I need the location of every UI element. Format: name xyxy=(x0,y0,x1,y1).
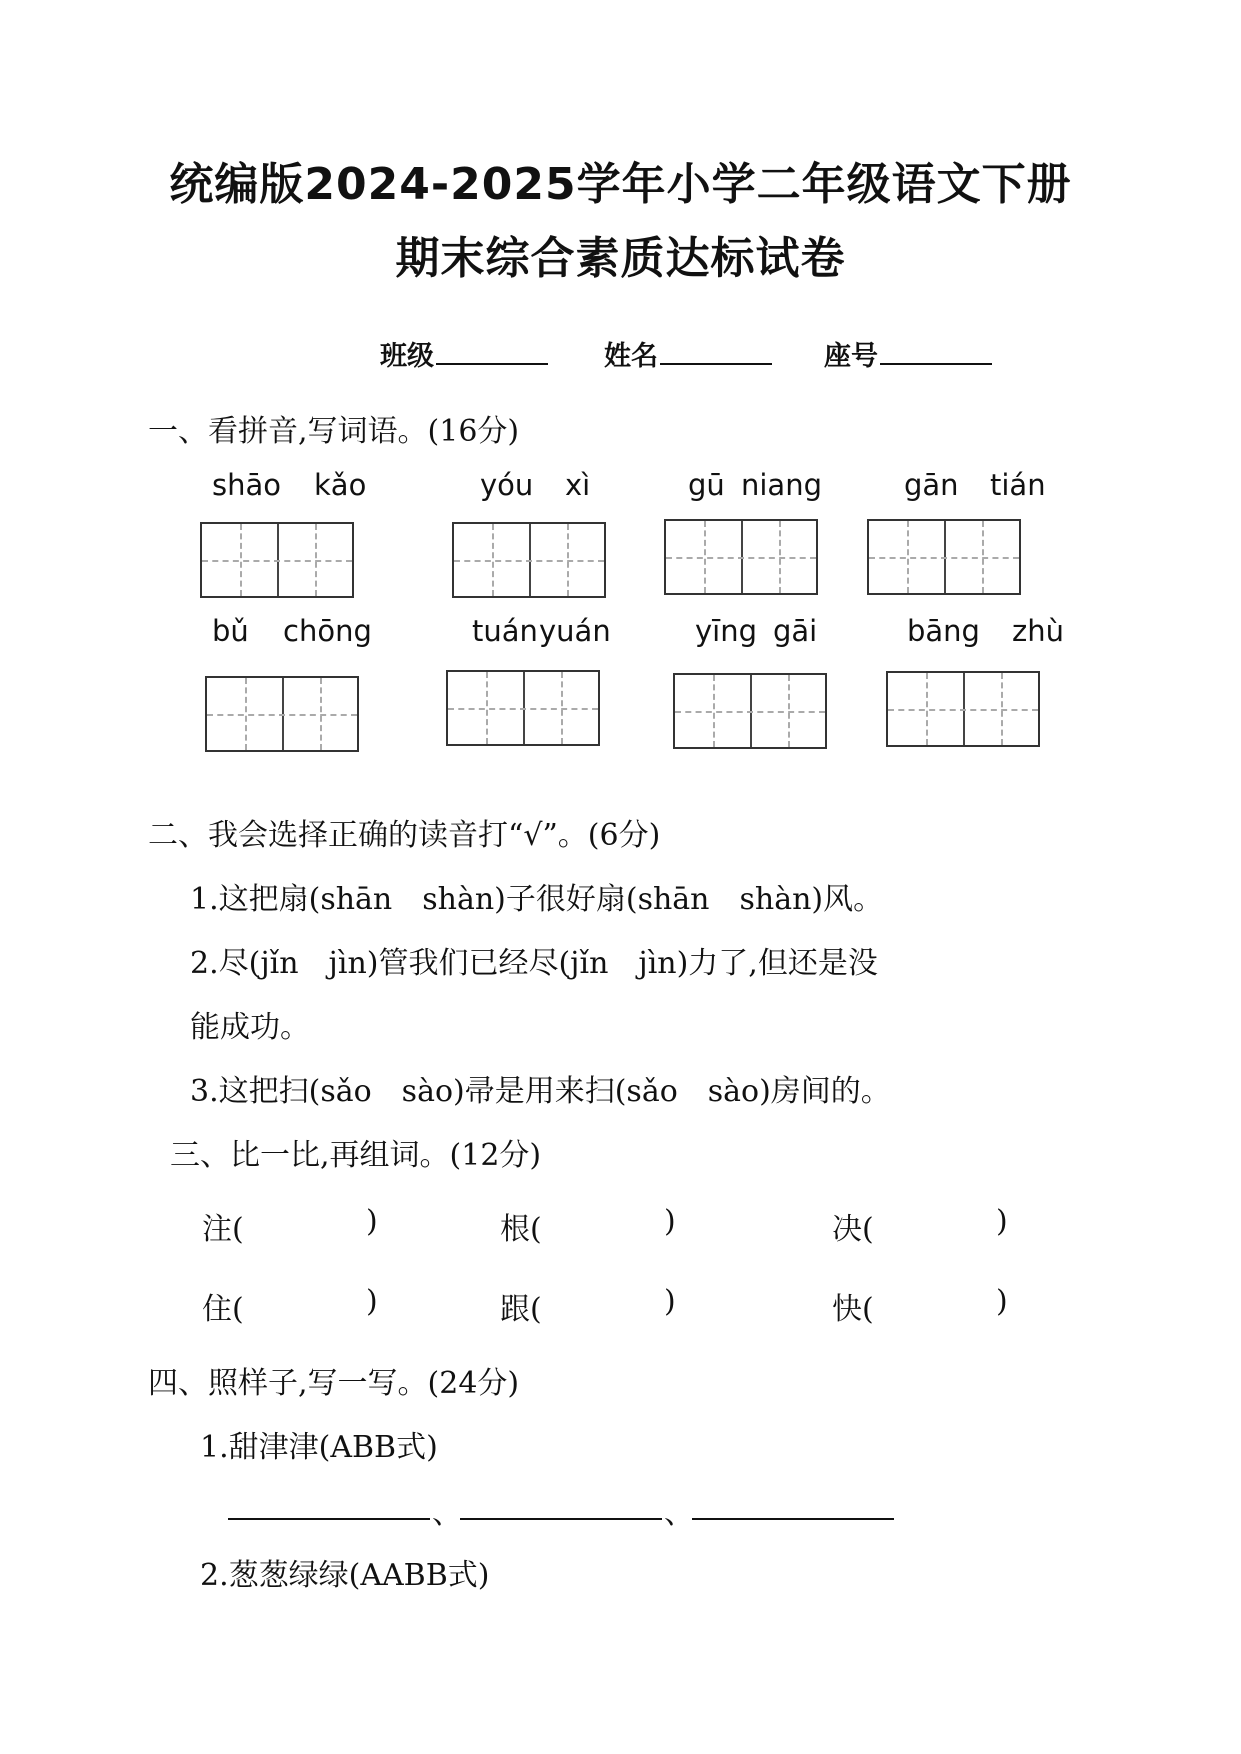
pinyin: zhù xyxy=(1012,614,1064,648)
question-4-2: 2.葱葱绿绿(AABB式) xyxy=(200,1558,490,1593)
question-2-2: 2.尽(jǐn jìn)管我们已经尽(jǐn jìn)力了,但还是没 xyxy=(190,946,878,981)
pinyin: yóu xyxy=(480,468,534,502)
pinyin: bāng xyxy=(907,614,980,648)
word-blank-close: ) xyxy=(996,1204,1008,1239)
word-blank[interactable]: 注( xyxy=(202,1212,244,1247)
class-field xyxy=(380,334,548,373)
pinyin: shāo xyxy=(212,468,282,502)
pinyin: gān xyxy=(904,468,959,502)
word-blank-close: ) xyxy=(366,1284,378,1319)
section3-heading: 三、比一比,再组词。(12分) xyxy=(170,1138,542,1173)
seat-field xyxy=(824,334,992,373)
answer-line[interactable] xyxy=(228,1518,430,1520)
class-label: 班级 xyxy=(380,341,434,372)
writing-grid[interactable] xyxy=(673,673,827,749)
pinyin: kǎo xyxy=(314,468,367,502)
pinyin: bǔ xyxy=(212,614,249,648)
pinyin: tián xyxy=(990,468,1046,502)
writing-grid[interactable] xyxy=(664,519,818,595)
page-title: 统编版2024-2025学年小学二年级语文下册 xyxy=(169,159,1072,210)
pinyin: niang xyxy=(741,468,822,502)
word-blank[interactable]: 住( xyxy=(202,1292,244,1327)
question-2-3: 3.这把扫(sǎo sào)帚是用来扫(sǎo sào)房间的。 xyxy=(190,1074,891,1109)
pinyin: yīng xyxy=(695,614,758,648)
separator: 、 xyxy=(664,1496,694,1531)
name-blank[interactable] xyxy=(660,339,772,365)
answer-line[interactable] xyxy=(460,1518,662,1520)
writing-grid[interactable] xyxy=(446,670,600,746)
separator: 、 xyxy=(432,1496,462,1531)
word-blank[interactable]: 决( xyxy=(832,1212,874,1247)
section2-heading: 二、我会选择正确的读音打“√”。(6分) xyxy=(148,818,661,853)
writing-grid[interactable] xyxy=(886,671,1040,747)
word-blank[interactable]: 跟( xyxy=(500,1292,542,1327)
word-blank-close: ) xyxy=(664,1284,676,1319)
answer-line[interactable] xyxy=(692,1518,894,1520)
writing-grid[interactable] xyxy=(205,676,359,752)
writing-grid[interactable] xyxy=(867,519,1021,595)
word-blank-close: ) xyxy=(664,1204,676,1239)
name-label: 姓名 xyxy=(604,341,658,372)
pinyin: tuán xyxy=(472,614,538,648)
pinyin: gū xyxy=(688,468,725,502)
writing-grid[interactable] xyxy=(452,522,606,598)
word-blank-close: ) xyxy=(366,1204,378,1239)
pinyin: gāi xyxy=(773,614,818,648)
pinyin: xì xyxy=(565,468,591,502)
question-4-1: 1.甜津津(ABB式) xyxy=(200,1430,438,1465)
seat-label: 座号 xyxy=(824,341,878,372)
word-blank[interactable]: 根( xyxy=(500,1212,542,1247)
word-blank-close: ) xyxy=(996,1284,1008,1319)
word-blank[interactable]: 快( xyxy=(832,1292,874,1327)
section4-heading: 四、照样子,写一写。(24分) xyxy=(148,1366,520,1401)
name-field xyxy=(604,334,772,373)
class-blank[interactable] xyxy=(436,339,548,365)
section1-heading: 一、看拼音,写词语。(16分) xyxy=(148,414,520,449)
page-subtitle: 期末综合素质达标试卷 xyxy=(395,233,846,284)
pinyin: chōng xyxy=(283,614,372,648)
question-2-2-continued: 能成功。 xyxy=(190,1010,310,1045)
seat-blank[interactable] xyxy=(880,339,992,365)
pinyin: yuán xyxy=(539,614,611,648)
question-2-1: 1.这把扇(shān shàn)子很好扇(shān shàn)风。 xyxy=(190,882,884,917)
writing-grid[interactable] xyxy=(200,522,354,598)
